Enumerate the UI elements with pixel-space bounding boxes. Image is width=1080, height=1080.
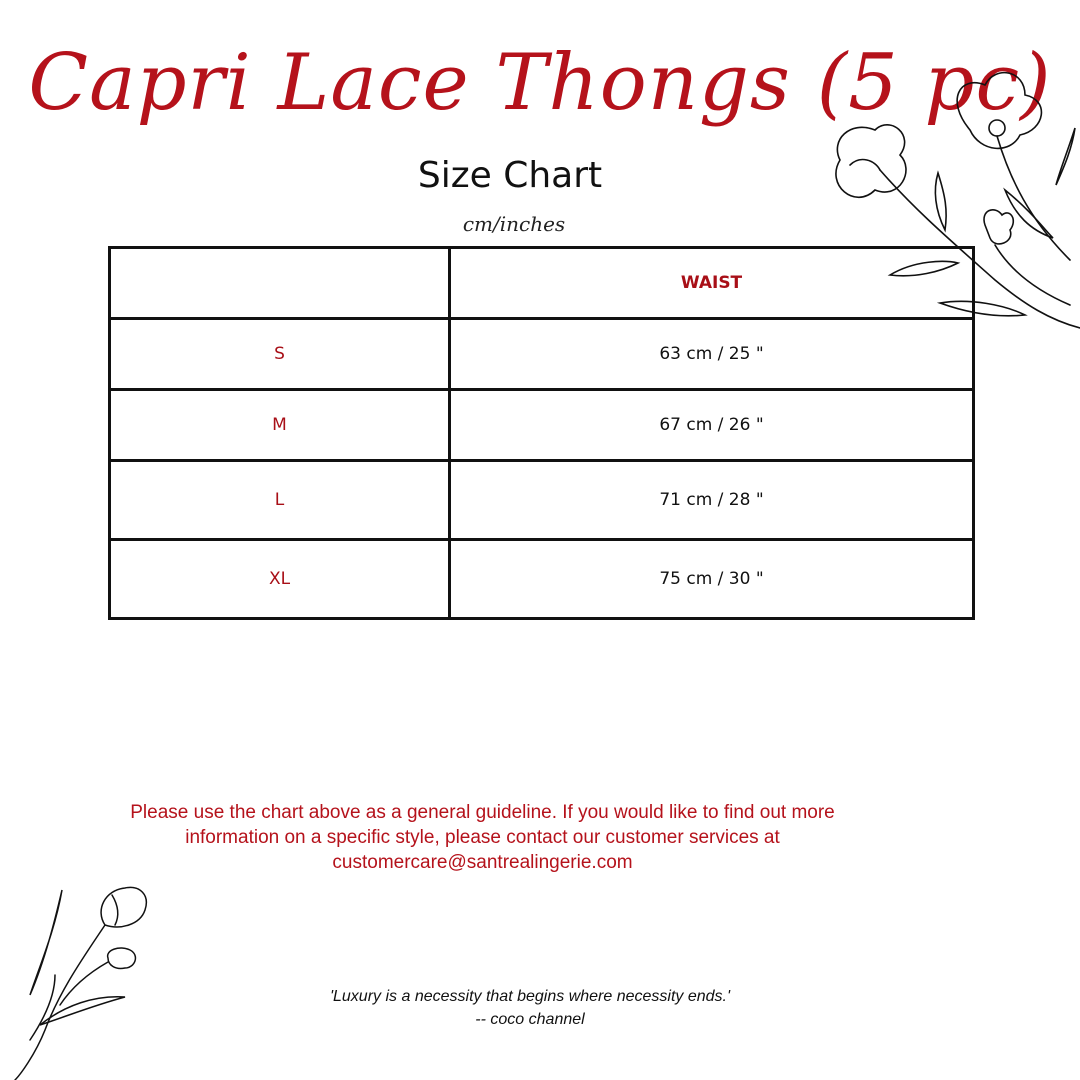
table-row: [110, 540, 974, 619]
size-label: S: [110, 319, 450, 390]
chart-subtitle: Size Chart: [417, 155, 603, 196]
table-row: [110, 390, 974, 461]
size-label: M: [110, 390, 450, 461]
guideline-text: Please use the chart above as a general guideline. If you would like to find out more information on a specific style, please contact our customer services at: [130, 802, 835, 848]
quote-block: [250, 985, 810, 1031]
page-title: Capri Lace Thongs (5 pc): [28, 38, 1052, 128]
units-label: cm/inches: [462, 212, 566, 236]
waist-value: 67 cm / 26 ": [450, 390, 974, 461]
corner-cell: [110, 248, 450, 319]
waist-value: 63 cm / 25 ": [450, 319, 974, 390]
contact-email[interactable]: customercare@santrealingerie.com: [332, 852, 633, 873]
quote-text: 'Luxury is a necessity that begins where necessity ends.': [329, 988, 731, 1005]
size-label: XL: [110, 540, 450, 619]
quote-author: -- coco channel: [475, 1011, 585, 1028]
waist-value: 71 cm / 28 ": [450, 461, 974, 540]
table-row: [110, 461, 974, 540]
waist-header: WAIST: [450, 248, 974, 319]
floral-line-art-icon: [820, 60, 1080, 340]
size-label: L: [110, 461, 450, 540]
waist-value: 75 cm / 30 ": [450, 540, 974, 619]
tulip-line-art-icon: [0, 880, 160, 1080]
guideline-note: [110, 800, 855, 875]
